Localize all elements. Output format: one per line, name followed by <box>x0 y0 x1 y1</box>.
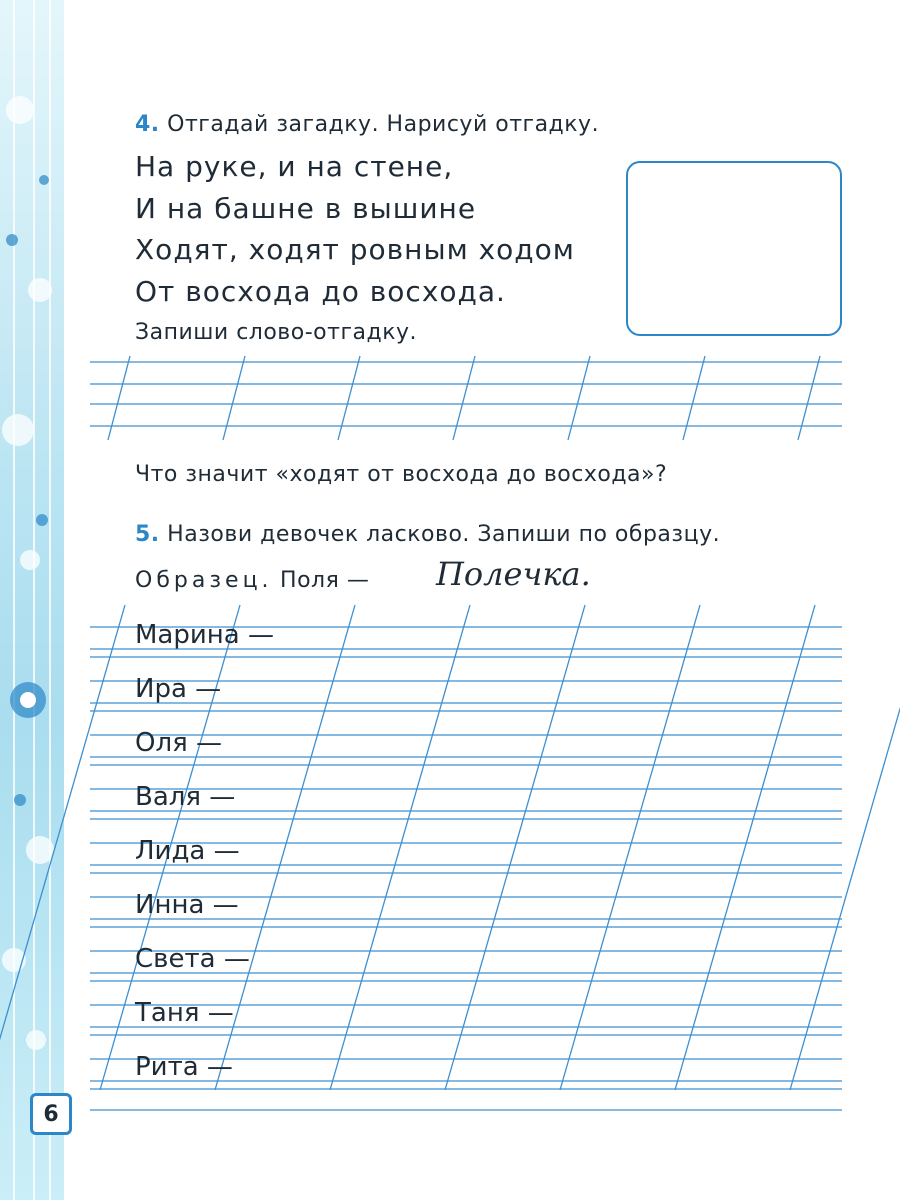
slant-line <box>790 605 900 1090</box>
task5-number: 5. <box>135 522 160 547</box>
name-item: Инна — <box>135 890 239 920</box>
name-item: Валя — <box>135 782 236 812</box>
slant-line <box>330 605 470 1090</box>
sample-label: Образец. <box>135 568 273 593</box>
name-item: Ира — <box>135 674 222 704</box>
slant-line <box>675 605 815 1090</box>
poem-line: Ходят, ходят ровным ходом <box>135 233 575 266</box>
task4-question: Что значит «ходят от восхода до восхода»? <box>135 462 668 487</box>
slant-line <box>798 356 820 440</box>
slant-line <box>568 356 590 440</box>
task5-instruction: Назови девочек ласково. Запиши по образцу. <box>167 522 721 547</box>
write-answer-instruction: Запиши слово-отгадку. <box>135 320 417 345</box>
sample-name: Поля — <box>280 568 370 593</box>
name-item: Света — <box>135 944 250 974</box>
sample-answer-handwritten: Полечка. <box>436 555 591 593</box>
name-item: Таня — <box>135 998 234 1028</box>
slant-line <box>560 605 700 1090</box>
name-item: Марина — <box>135 620 274 650</box>
task4-number: 4. <box>135 112 160 137</box>
page-number: 6 <box>30 1093 72 1135</box>
slant-line <box>0 605 125 1090</box>
task4-instruction: Отгадай загадку. Нарисуй отгадку. <box>167 112 600 137</box>
slant-line <box>453 356 475 440</box>
name-item: Рита — <box>135 1052 233 1082</box>
name-item: Оля — <box>135 728 222 758</box>
slant-line <box>445 605 585 1090</box>
slant-line <box>223 356 245 440</box>
slant-line <box>683 356 705 440</box>
poem-line: И на башне в вышине <box>135 192 477 225</box>
poem-line: От восхода до восхода. <box>135 275 506 308</box>
name-item: Лида — <box>135 836 240 866</box>
slant-line <box>338 356 360 440</box>
poem-line: На руке, и на стене, <box>135 150 454 183</box>
slant-line <box>108 356 130 440</box>
